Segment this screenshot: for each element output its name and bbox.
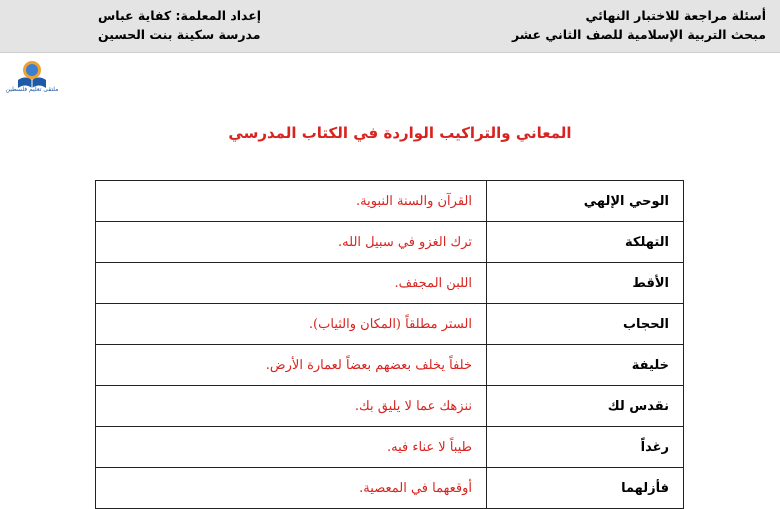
document-header [0, 0, 780, 53]
header-subject: مبحث التربية الإسلامية للصف الثاني عشر [511, 27, 766, 42]
meaning-cell: القرآن والسنة النبوية. [96, 181, 487, 222]
table-row [96, 386, 684, 427]
term-cell: خليفة [487, 345, 684, 386]
term-cell: التهلكة [487, 222, 684, 263]
table-row [96, 304, 684, 345]
table-row [96, 345, 684, 386]
header-exam-title: أسئلة مراجعة للاختبار النهائي [585, 8, 766, 23]
page-title: المعاني والتراكيب الواردة في الكتاب المدرسي [228, 124, 572, 142]
meaning-cell: الستر مطلقاً (المكان والثياب). [96, 304, 487, 345]
header-teacher: إعداد المعلمة: كفاية عباس [98, 8, 262, 23]
term-cell: الأقط [487, 263, 684, 304]
term-cell: رغداً [487, 427, 684, 468]
meaning-cell: أوقعهما في المعصية. [96, 468, 487, 509]
meaning-cell: ترك الغزو في سبيل الله. [96, 222, 487, 263]
header-school: مدرسة سكينة بنت الحسين [98, 27, 261, 42]
meaning-cell: اللبن المجفف. [96, 263, 487, 304]
term-cell: الحجاب [487, 304, 684, 345]
table-row [96, 222, 684, 263]
term-cell: فأزلهما [487, 468, 684, 509]
term-cell: نقدس لك [487, 386, 684, 427]
term-cell: الوحي الإلهي [487, 181, 684, 222]
table-row [96, 427, 684, 468]
table-row [96, 263, 684, 304]
meaning-cell: طيباً لا عناء فيه. [96, 427, 487, 468]
logo-caption: ملتقى تعليم فلسطين [5, 86, 59, 93]
meaning-cell: ننزهك عما لا يليق بك. [96, 386, 487, 427]
table-row [96, 468, 684, 509]
meaning-cell: خلفاً يخلف بعضهم بعضاً لعمارة الأرض. [96, 345, 487, 386]
table-row [96, 181, 684, 222]
vocabulary-table [95, 180, 684, 509]
